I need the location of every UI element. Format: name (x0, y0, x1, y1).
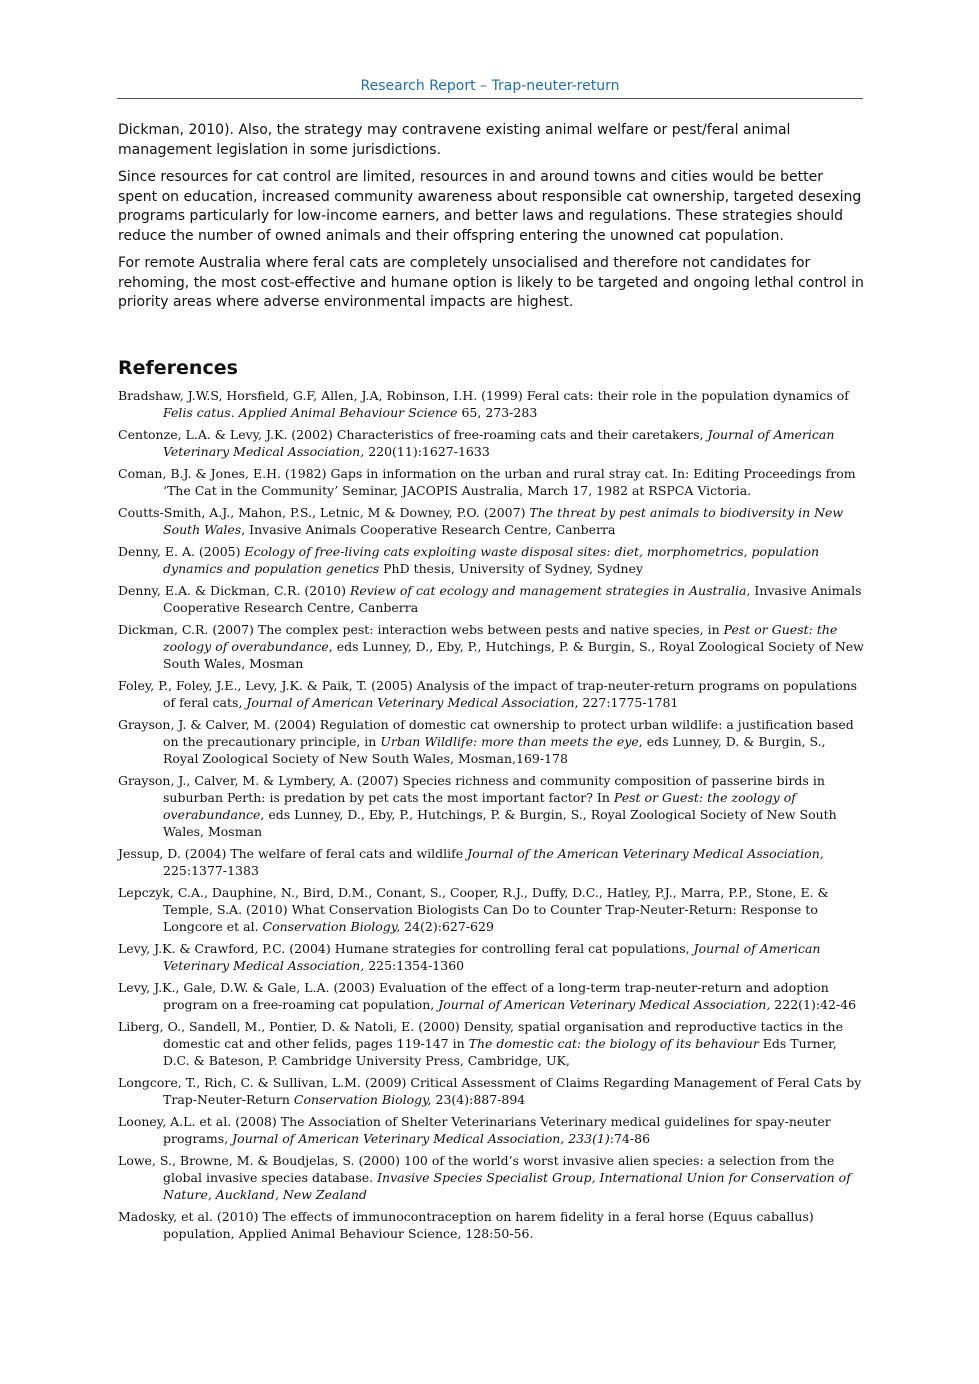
reference-italic-text: Felis catus. Applied Animal Behaviour Science (163, 404, 458, 420)
reference-item (118, 940, 864, 974)
reference-text: Invasive Animals Cooperative Research Centre, Canberra (163, 582, 862, 615)
reference-text: Grayson, J., Calver, M. & Lymbery, A. (2007) Species richness and community composition of passerine birds in suburban Perth: is predation by pet cats the most important factor? In (118, 772, 825, 805)
reference-text: , eds Lunney, D., Eby, P., Hutchings, P. & Burgin, S., Royal Zoological Society of New South Wales, Mosman (163, 638, 864, 671)
reference-text: Centonze, L.A. & Levy, J.K. (2002) Characteristics of free-roaming cats and their caretakers, (118, 426, 708, 442)
reference-text: 24(2):627-629 (400, 918, 494, 934)
references-heading: References (118, 356, 238, 379)
reference-item (118, 465, 864, 499)
reference-text: 225:1354-1360 (364, 957, 465, 973)
reference-italic-text: Review of cat ecology and management strategies in Australia, (349, 582, 751, 598)
reference-text: , Invasive Animals Cooperative Research Centre, Canberra (241, 521, 616, 537)
reference-item (118, 543, 864, 577)
reference-item (118, 979, 864, 1013)
reference-text: Lowe, S., Browne, M. & Boudjelas, S. (2000) 100 of the world’s worst invasive alien species: a selection from the global invasive species database. (118, 1152, 835, 1185)
reference-italic-text: Journal of the American Veterinary Medical Association, (467, 845, 824, 861)
reference-text: , 227:1775-1781 (574, 694, 679, 710)
reference-text: , eds Lunney, D. & Burgin, S., Royal Zoological Society of New South Wales, Mosman,169-178 (163, 733, 826, 766)
reference-item (118, 582, 864, 616)
reference-text: 65, 273-283 (457, 404, 538, 420)
reference-text: Jessup, D. (2004) The welfare of feral cats and wildlife (118, 845, 468, 861)
reference-text: Coman, B.J. & Jones, E.H. (1982) Gaps in information on the urban and rural stray cat. In: Editing Proceedings from ‘The Cat in the Community’ Seminar, JACOPIS Australia, March 17, 1982 at RSPCA Victoria. (118, 465, 856, 498)
reference-item (118, 1018, 864, 1069)
reference-text: Levy, J.K., Gale, D.W. & Gale, L.A. (2003) Evaluation of the effect of a long-term trap-neuter-return and adoption program on a free-roaming cat population, (118, 979, 829, 1012)
reference-item (118, 716, 864, 767)
reference-italic-text: Urban Wildlife: more than meets the eye (380, 733, 639, 749)
reference-italic-text: Conservation Biology, (293, 1091, 432, 1107)
reference-text: :74-86 (609, 1130, 651, 1146)
reference-text: , eds Lunney, D., Eby, P., Hutchings, P. & Burgin, S., Royal Zoological Society of New South Wales, Mosman (163, 806, 837, 839)
reference-text: 220(11):1627-1633 (364, 443, 490, 459)
running-header: Research Report – Trap-neuter-return (360, 78, 620, 94)
body-paragraph: Dickman, 2010). Also, the strategy may contravene existing animal welfare or pest/feral animal management legislation in some jurisdictions. (118, 122, 791, 158)
reference-item (118, 504, 864, 538)
reference-item (118, 1152, 864, 1203)
reference-text: Grayson, J. & Calver, M. (2004) Regulation of domestic cat ownership to protect urban wildlife: a justification based on the precautionary principle, in (118, 716, 854, 749)
reference-italic-text: The threat by pest animals to biodiversity in New South Wales (163, 504, 844, 537)
reference-italic-text: Journal of American Veterinary Medical Association (246, 694, 575, 710)
reference-text: Lepczyk, C.A., Dauphine, N., Bird, D.M., Conant, S., Cooper, R.J., Duffy, D.C., Hatley, P.J., Marra, P.P., Stone, E. & Temple, S.A. (2010) What Conservation Biologists Can Do to Counter Trap-Neuter-Return: Response to Longcore et al. (118, 884, 829, 934)
reference-text: Longcore, T., Rich, C. & Sullivan, L.M. (2009) Critical Assessment of Claims Regarding Management of Feral Cats by Trap-Neuter-Return (118, 1074, 862, 1107)
body-paragraph: For remote Australia where feral cats are completely unsocialised and therefore not candidates for rehoming, the most cost-effective and humane option is likely to be targeted and ongoing lethal control in priority areas where adverse environmental impacts are highest. (118, 255, 864, 310)
reference-text: PhD thesis, University of Sydney, Sydney (379, 560, 644, 576)
reference-text: Liberg, O., Sandell, M., Pontier, D. & Natoli, E. (2000) Density, spatial organisation and reproductive tactics in the domestic cat and other felids, pages 119-147 in (118, 1018, 843, 1051)
reference-item (118, 387, 864, 421)
reference-italic-text: The domestic cat: the biology of its behaviour (468, 1035, 759, 1051)
reference-text: 222(1):42-46 (770, 996, 857, 1012)
reference-item (118, 677, 864, 711)
reference-item (118, 772, 864, 840)
reference-text: Bradshaw, J.W.S, Horsfield, G.F, Allen, J.A, Robinson, I.H. (1999) Feral cats: their role in the population dynamics of (118, 387, 849, 403)
reference-text: Denny, E. A. (2005) (118, 543, 245, 559)
reference-italic-text: Invasive Species Specialist Group, International Union for Conservation of Nature, Auckland, New Zealand (163, 1169, 851, 1202)
reference-text: Foley, P., Foley, J.E., Levy, J.K. & Paik, T. (2005) Analysis of the impact of trap-neuter-return programs on populations of feral cats, (118, 677, 858, 710)
reference-text: Madosky, et al. (2010) The effects of immunocontraception on harem fidelity in a feral horse (Equus caballus) population, Applied Animal Behaviour Science, 128:50-56. (118, 1208, 814, 1241)
document-body (118, 121, 864, 1247)
reference-italic-text: Journal of American Veterinary Medical Association, (438, 996, 771, 1012)
reference-item (118, 621, 864, 672)
header-divider (117, 98, 863, 99)
reference-italic-text: Journal of American Veterinary Medical Association, 233(1) (232, 1130, 610, 1146)
reference-text: Looney, A.L. et al. (2008) The Association of Shelter Veterinarians Veterinary medical guidelines for spay-neuter programs, (118, 1113, 831, 1146)
reference-text: Levy, J.K. & Crawford, P.C. (2004) Humane strategies for controlling feral cat populations, (118, 940, 694, 956)
reference-item (118, 1074, 864, 1108)
reference-item (118, 1208, 864, 1242)
reference-italic-text: Journal of American Veterinary Medical Association, (163, 426, 835, 459)
reference-italic-text: Pest or Guest: the zoology of overabundance (163, 621, 838, 654)
reference-italic-text: Conservation Biology, (262, 918, 401, 934)
reference-list (118, 387, 864, 1242)
reference-item (118, 845, 864, 879)
reference-text: Denny, E.A. & Dickman, C.R. (2010) (118, 582, 350, 598)
reference-item (118, 884, 864, 935)
body-paragraph: Since resources for cat control are limited, resources in and around towns and cities would be better spent on education, increased community awareness about responsible cat ownership, targeted desexing programs particularly for low-income earners, and better laws and regulations. These strategies should reduce the number of owned animals and their offspring entering the unowned cat population. (118, 169, 862, 244)
reference-text: Coutts-Smith, A.J., Mahon, P.S., Letnic, M & Downey, P.O. (2007) (118, 504, 530, 520)
reference-italic-text: Journal of American Veterinary Medical Association, (163, 940, 821, 973)
reference-italic-text: Pest or Guest: the zoology of overabundance (163, 789, 796, 822)
reference-item (118, 1113, 864, 1147)
reference-italic-text: Ecology of free-living cats exploiting waste disposal sites: diet, morphometrics, population dynamics and population genetics (163, 543, 820, 576)
reference-text: Dickman, C.R. (2007) The complex pest: interaction webs between pests and native species, in (118, 621, 724, 637)
reference-text: 23(4):887-894 (431, 1091, 526, 1107)
reference-text: Eds Turner, D.C. & Bateson, P. Cambridge University Press, Cambridge, UK, (163, 1035, 837, 1068)
reference-text: 225:1377-1383 (163, 862, 259, 878)
reference-item (118, 426, 864, 460)
